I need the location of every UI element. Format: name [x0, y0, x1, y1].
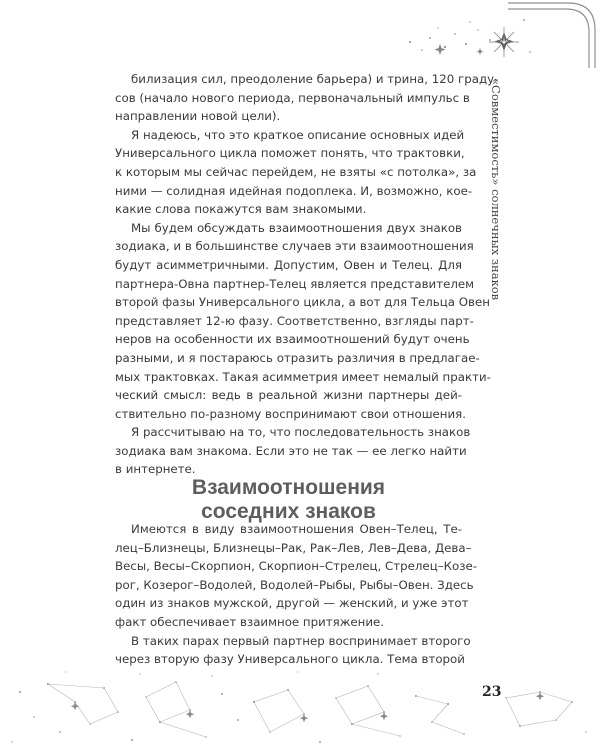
- section-heading-line-2: соседних знаков: [201, 500, 376, 523]
- text-line: факт обеспечивает взаимное притяжение.: [115, 614, 385, 629]
- text-line: ческий смысл: ведь в реальной жизни партнеры дей-: [115, 388, 462, 403]
- text-line: партнера-Овна партнер-Телец является представителем: [115, 276, 475, 291]
- text-line: В таких парах первый партнер воспринимает второго: [131, 633, 471, 648]
- text-line: рог, Козерог–Водолей, Водолей–Рыбы, Рыбы–Овен. Здесь: [115, 577, 474, 592]
- text-line: билизация сил, преодоление барьера) и трина, 120 граду-: [131, 72, 499, 86]
- paragraph: [115, 70, 499, 126]
- text-line: Я надеюсь, что это краткое описание основных идей: [131, 127, 465, 142]
- page-number: 23: [482, 684, 502, 700]
- text-line: один из знаков мужской, другой — женский, и уже этот: [115, 596, 469, 611]
- text-line: Я рассчитываю на то, что последовательность знаков: [131, 425, 471, 440]
- text-line: Имеются в виду взаимоотношения Овен–Телец, Те-: [131, 522, 462, 536]
- text-line: какие слова покажутся вам знакомыми.: [115, 202, 367, 217]
- paragraph: [115, 423, 471, 479]
- text-line: зодиака вам знакома. Если это не так — ее легко найти: [115, 443, 467, 458]
- text-line: ними — солидная идейная подоплека. И, возможно, кое-: [115, 183, 473, 198]
- section-heading: [115, 476, 462, 524]
- text-line: представляет 12-ю фазу. Соответственно, взгляды парт-: [115, 313, 474, 328]
- text-line: Весы, Весы–Скорпион, Скорпион–Стрелец, Стрелец–Козе-: [115, 559, 477, 574]
- text-line: мых трактовках. Такая асимметрия имеет немалый практи-: [115, 369, 491, 384]
- running-header: «Совместимость» солнечных знаков: [489, 78, 503, 301]
- text-line: к которым мы сейчас перейдем, не взяты «с потолка», за: [115, 164, 477, 179]
- text-line: разными, и я постараюсь отразить различия в предлагае-: [115, 350, 480, 365]
- section-heading-line-1: Взаимоотношения: [191, 476, 386, 499]
- text-line: Универсального цикла поможет понять, что трактовки,: [115, 146, 465, 161]
- paragraph: [115, 126, 477, 219]
- text-line: зодиака, и в большинстве случаев эти взаимоотношения: [115, 239, 474, 254]
- corner-star-ornament-icon: [400, 0, 600, 70]
- text-line: второй фазы Универсального цикла, а вот для Тельца Овен: [115, 295, 490, 310]
- paragraph: [115, 219, 491, 424]
- text-line: сов (начало нового периода, первоначальный импульс в: [115, 90, 470, 105]
- text-line: Мы будем обсуждать взаимоотношения двух знаков: [131, 220, 462, 235]
- text-line: направлении новой цели).: [115, 109, 281, 124]
- text-line: в интернете.: [115, 462, 196, 477]
- body-text-bottom: [115, 520, 477, 669]
- text-line: лец–Близнецы, Близнецы–Рак, Рак–Лев, Лев–Дева, Дева–: [115, 540, 472, 555]
- text-line: неров на особенности их взаимоотношений будут очень: [115, 332, 470, 347]
- text-line: ствительно по-разному воспринимают свои отношения.: [115, 406, 466, 421]
- text-line: будут асимметричными. Допустим, Овен и Телец. Для: [115, 257, 462, 272]
- paragraph: [115, 520, 477, 632]
- constellation-stars-icon: [0, 662, 600, 750]
- text-line: через вторую фазу Универсального цикла. Тема второй: [115, 652, 465, 667]
